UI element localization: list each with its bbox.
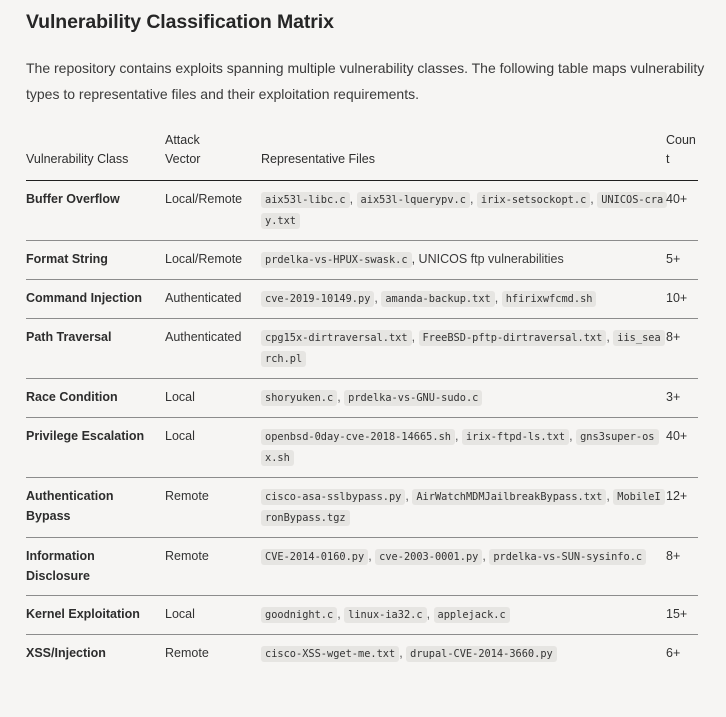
file-name-code: goodnight.c xyxy=(261,607,337,623)
attack-vector-cell: Remote xyxy=(165,538,261,596)
count-cell: 5+ xyxy=(666,241,698,280)
vulnerability-class-cell: Command Injection xyxy=(26,280,165,319)
table-row xyxy=(26,635,698,674)
file-name-code: AirWatchMDMJailbreakBypass.txt xyxy=(412,489,606,505)
vulnerability-class-cell: Information Disclosure xyxy=(26,538,165,596)
vulnerability-class-cell: Kernel Exploitation xyxy=(26,596,165,635)
file-name-code: CVE-2014-0160.py xyxy=(261,549,368,565)
file-name-code: iis_search.pl xyxy=(261,330,665,367)
file-name-code: MobileIronBypass.tgz xyxy=(261,489,665,526)
attack-vector-cell: Remote xyxy=(165,478,261,538)
file-name-code: openbsd-0day-cve-2018-14665.sh xyxy=(261,429,455,445)
table-row xyxy=(26,280,698,319)
page-title: Vulnerability Classification Matrix xyxy=(26,11,334,33)
header-representative-files: Representative Files xyxy=(261,128,666,181)
file-name-code: prdelka-vs-SUN-sysinfo.c xyxy=(489,549,646,565)
count-cell: 8+ xyxy=(666,538,698,596)
representative-files-cell: cisco-XSS-wget-me.txt , drupal-CVE-2014-3660.py xyxy=(261,635,666,674)
table-row xyxy=(26,181,698,241)
vulnerability-class-cell: Format String xyxy=(26,241,165,280)
file-name-code: cpg15x-dirtraversal.txt xyxy=(261,330,412,346)
representative-files-cell: cve-2019-10149.py , amanda-backup.txt , hfirixwfcmd.sh xyxy=(261,280,666,319)
count-cell: 10+ xyxy=(666,280,698,319)
representative-files-cell: goodnight.c , linux-ia32.c , applejack.c xyxy=(261,596,666,635)
representative-files-cell: openbsd-0day-cve-2018-14665.sh , irix-ftpd-ls.txt , gns3super-osx.sh xyxy=(261,418,666,478)
table-row xyxy=(26,418,698,478)
representative-files-cell: aix53l-libc.c , aix53l-lquerypv.c , irix-setsockopt.c , UNICOS-cray.txt xyxy=(261,181,666,241)
file-name-code: prdelka-vs-HPUX-swask.c xyxy=(261,252,412,268)
vulnerability-class-cell: Buffer Overflow xyxy=(26,181,165,241)
count-cell: 15+ xyxy=(666,596,698,635)
table-row xyxy=(26,596,698,635)
file-name-code: UNICOS-cray.txt xyxy=(261,192,667,229)
attack-vector-cell: Local/Remote xyxy=(165,241,261,280)
file-name-code: cve-2003-0001.py xyxy=(375,549,482,565)
file-name-code: aix53l-lquerypv.c xyxy=(357,192,470,208)
representative-files-cell: shoryuken.c , prdelka-vs-GNU-sudo.c xyxy=(261,379,666,418)
table-row xyxy=(26,241,698,280)
intro-paragraph: The repository contains exploits spanning multiple vulnerability classes. The following table maps vulnerability types to representative files and their exploitation requirements. xyxy=(26,60,705,102)
table-row xyxy=(26,478,698,538)
attack-vector-cell: Authenticated xyxy=(165,319,261,379)
file-name-code: irix-ftpd-ls.txt xyxy=(462,429,569,445)
file-name-code: hfirixwfcmd.sh xyxy=(502,291,597,307)
file-name-code: drupal-CVE-2014-3660.py xyxy=(406,646,557,662)
file-name-code: applejack.c xyxy=(434,607,510,623)
file-name-code: cisco-XSS-wget-me.txt xyxy=(261,646,399,662)
file-name-code: shoryuken.c xyxy=(261,390,337,406)
vulnerability-class-cell: XSS/Injection xyxy=(26,646,106,660)
table-header-row xyxy=(26,128,698,181)
table-row xyxy=(26,538,698,596)
table-row xyxy=(26,319,698,379)
attack-vector-cell: Local xyxy=(165,379,261,418)
count-cell: 6+ xyxy=(666,646,681,660)
count-cell: 12+ xyxy=(666,478,698,538)
table-row xyxy=(26,379,698,418)
vulnerability-class-cell: Authentication Bypass xyxy=(26,478,165,538)
vulnerability-class-cell: Race Condition xyxy=(26,379,165,418)
attack-vector-cell: Authenticated xyxy=(165,280,261,319)
attack-vector-cell: Remote xyxy=(165,646,209,660)
count-cell: 8+ xyxy=(666,319,698,379)
header-vulnerability-class: Vulnerability Class xyxy=(26,128,165,181)
count-cell: 40+ xyxy=(666,418,698,478)
attack-vector-cell: Local/Remote xyxy=(165,181,261,241)
count-cell: 3+ xyxy=(666,379,698,418)
count-cell: 40+ xyxy=(666,181,698,241)
file-name-code: irix-setsockopt.c xyxy=(477,192,590,208)
file-name-code: prdelka-vs-GNU-sudo.c xyxy=(344,390,482,406)
header-count: Count xyxy=(666,128,698,181)
representative-files-cell: cpg15x-dirtraversal.txt , FreeBSD-pftp-dirtraversal.txt , iis_search.pl xyxy=(261,319,666,379)
file-name-code: gns3super-osx.sh xyxy=(261,429,659,466)
file-name-code: cve-2019-10149.py xyxy=(261,291,374,307)
files-extra-text: , UNICOS ftp vulnerabilities xyxy=(411,252,564,266)
file-name-code: FreeBSD-pftp-dirtraversal.txt xyxy=(419,330,607,346)
file-name-code: linux-ia32.c xyxy=(344,607,426,623)
attack-vector-cell: Local xyxy=(165,418,261,478)
representative-files-cell xyxy=(261,241,666,280)
header-attack-vector: Attack Vector xyxy=(165,128,261,181)
file-name-code: amanda-backup.txt xyxy=(381,291,494,307)
vulnerability-class-cell: Privilege Escalation xyxy=(26,418,165,478)
file-name-code: aix53l-libc.c xyxy=(261,192,350,208)
vulnerability-matrix-table xyxy=(26,128,698,673)
attack-vector-cell: Local xyxy=(165,596,261,635)
representative-files-cell: CVE-2014-0160.py , cve-2003-0001.py , prdelka-vs-SUN-sysinfo.c xyxy=(261,538,666,596)
file-name-code: cisco-asa-sslbypass.py xyxy=(261,489,405,505)
vulnerability-class-cell: Path Traversal xyxy=(26,319,165,379)
representative-files-cell: cisco-asa-sslbypass.py , AirWatchMDMJailbreakBypass.txt , MobileIronBypass.tgz xyxy=(261,478,666,538)
